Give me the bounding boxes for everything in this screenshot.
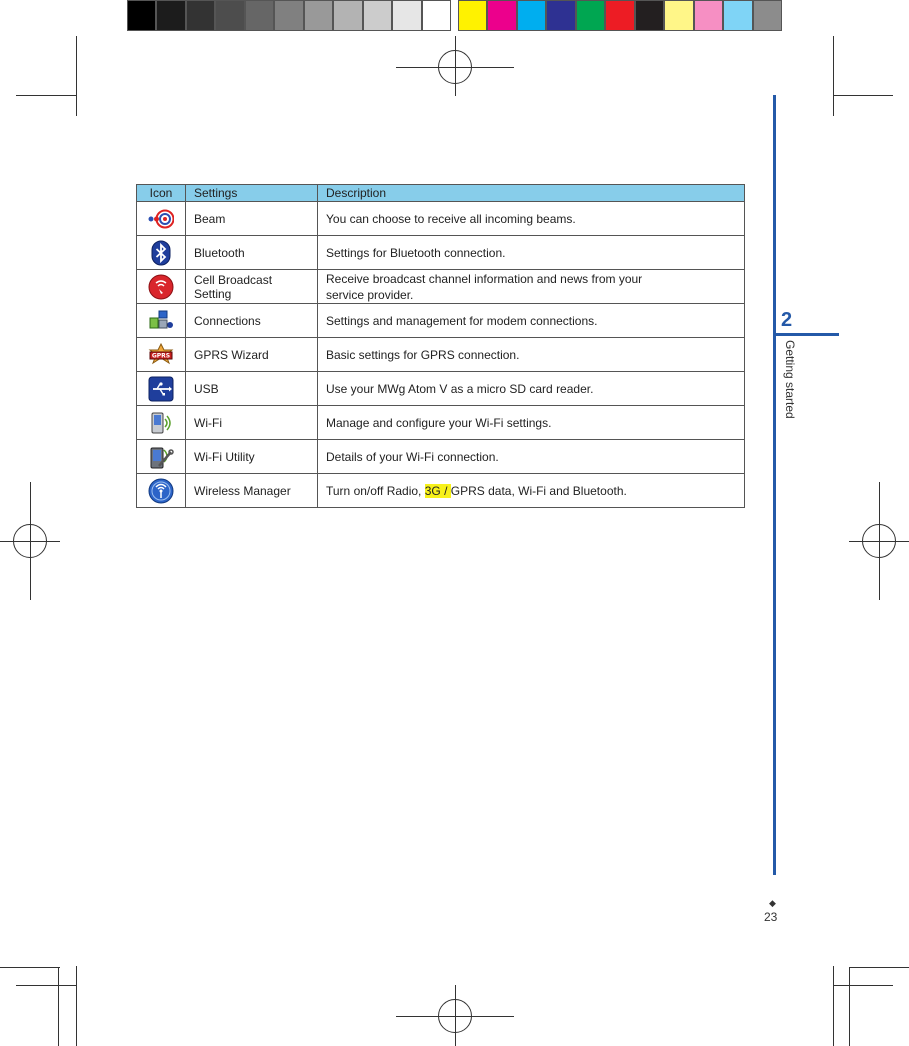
setting-description: Details of your Wi-Fi connection. (318, 440, 745, 474)
description-text: GPRS data, Wi-Fi and Bluetooth. (450, 483, 627, 498)
setting-name: Wi-Fi Utility (186, 440, 318, 474)
bluetooth-icon (148, 240, 174, 266)
gray-swatch (392, 0, 421, 31)
grayscale-calibration-bar (127, 0, 451, 31)
highlighted-text: 3G / (424, 483, 451, 498)
wifi-icon (148, 410, 174, 436)
gray-swatch (274, 0, 303, 31)
chapter-number: 2 (781, 309, 793, 331)
wireless-manager-icon (148, 478, 174, 504)
color-swatch (694, 0, 723, 31)
color-swatch (546, 0, 575, 31)
color-swatch (605, 0, 634, 31)
setting-description: Manage and configure your Wi-Fi settings. (318, 406, 745, 440)
gray-swatch (215, 0, 244, 31)
gprs-wizard-icon (148, 342, 174, 368)
description-line: service provider. (326, 287, 414, 302)
color-swatch (635, 0, 664, 31)
table-row[interactable] (137, 474, 745, 508)
color-swatch (753, 0, 782, 31)
setting-description (318, 270, 745, 304)
setting-description: You can choose to receive all incoming beams. (318, 202, 745, 236)
beam-icon (148, 206, 174, 232)
setting-name: Connections (186, 304, 318, 338)
table-row[interactable] (137, 440, 745, 474)
setting-description: Use your MWg Atom V as a micro SD card reader. (318, 372, 745, 406)
usb-icon (148, 376, 174, 402)
table-row[interactable] (137, 372, 745, 406)
page-number: 23 (764, 910, 778, 924)
setting-description: Settings for Bluetooth connection. (318, 236, 745, 270)
gray-swatch (245, 0, 274, 31)
cell-broadcast-icon (148, 274, 174, 300)
connections-icon (148, 308, 174, 334)
setting-name: Wi-Fi (186, 406, 318, 440)
color-swatch (487, 0, 516, 31)
gray-swatch (422, 0, 451, 31)
gray-swatch (363, 0, 392, 31)
gray-swatch (156, 0, 185, 31)
color-swatch (723, 0, 752, 31)
setting-name: Beam (186, 202, 318, 236)
table-row[interactable] (137, 270, 745, 304)
chapter-sidebar-line (773, 95, 776, 875)
table-row[interactable] (137, 338, 745, 372)
description-text: Turn on/off Radio, (326, 483, 425, 498)
setting-description (318, 474, 745, 508)
color-swatch (576, 0, 605, 31)
gray-swatch (333, 0, 362, 31)
table-row[interactable] (137, 304, 745, 338)
color-swatch (458, 0, 487, 31)
chapter-marker-line (773, 333, 839, 336)
setting-description: Settings and management for modem connections. (318, 304, 745, 338)
table-row[interactable] (137, 202, 745, 236)
color-swatch (664, 0, 693, 31)
header-icon: Icon (137, 185, 186, 202)
setting-name: Cell Broadcast Setting (186, 270, 318, 304)
settings-table (136, 184, 745, 508)
header-settings: Settings (186, 185, 318, 202)
gray-swatch (186, 0, 215, 31)
gray-swatch (127, 0, 156, 31)
setting-name: Bluetooth (186, 236, 318, 270)
gray-swatch (304, 0, 333, 31)
description-line: Receive broadcast channel information and news from your (326, 271, 643, 286)
color-calibration-bar (458, 0, 782, 31)
table-row[interactable] (137, 236, 745, 270)
svg-text:GPRS: GPRS (151, 352, 171, 359)
header-description: Description (318, 185, 745, 202)
setting-description: Basic settings for GPRS connection. (318, 338, 745, 372)
wifi-utility-icon (148, 444, 174, 470)
chapter-title: Getting started (783, 340, 797, 419)
setting-name: USB (186, 372, 318, 406)
color-swatch (517, 0, 546, 31)
table-row[interactable] (137, 406, 745, 440)
page-marker-diamond: ◆ (769, 898, 776, 908)
setting-name: GPRS Wizard (186, 338, 318, 372)
setting-name: Wireless Manager (186, 474, 318, 508)
table-header-row (137, 185, 745, 202)
